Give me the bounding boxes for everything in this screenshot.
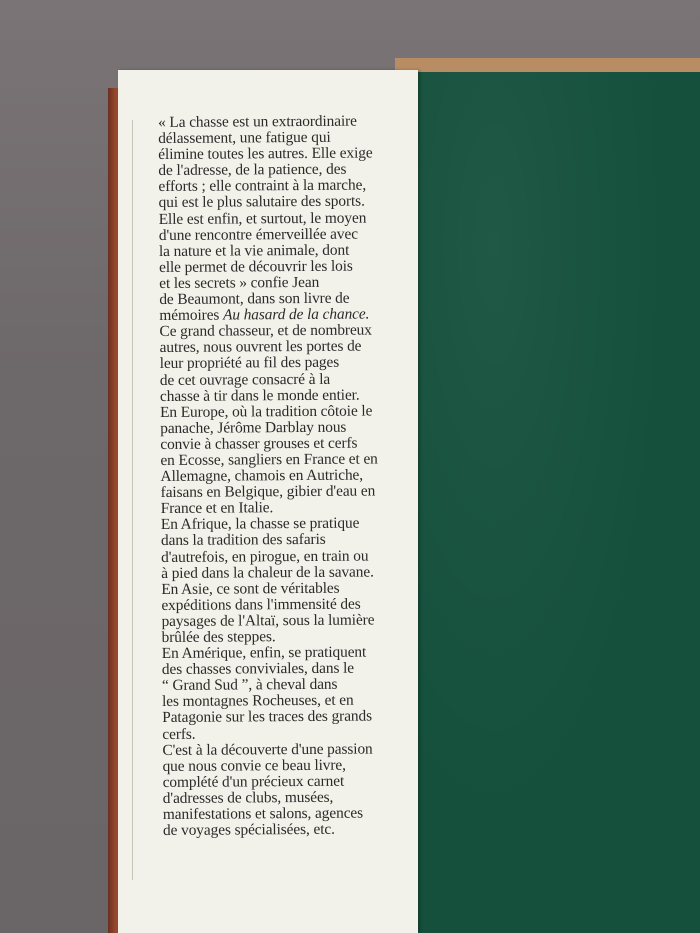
green-book-cover (405, 72, 700, 933)
blurb-line: panache, Jérôme Darblay nous (160, 418, 347, 437)
blurb-line: convie à chasser grouses et cerfs (160, 434, 358, 453)
flap-blurb (158, 113, 413, 839)
blurb-line: les montagnes Rocheuses, et en (162, 692, 354, 711)
blurb-line: élimine toutes les autres. Elle exige (158, 144, 373, 164)
blurb-line: « La chasse est un extraordinaire (157, 112, 357, 131)
blurb-line: dans la tradition des safaris (160, 531, 326, 550)
blurb-line: C'est à la découverte d'une passion (162, 740, 373, 759)
blurb-line: Patagonie sur les traces des grands (162, 707, 373, 727)
blurb-line: qui est le plus salutaire des sports. (158, 193, 365, 212)
blurb-line: En Afrique, la chasse se pratique (160, 514, 360, 534)
book-title-italic: Au hasard de la chance. (222, 305, 370, 324)
blurb-line: de cet ouvrage consacré à la (159, 370, 331, 389)
blurb-line: manifestations et salons, agences (162, 804, 364, 824)
blurb-line: délassement, une fatigue qui (158, 128, 331, 148)
blurb-line: brûlée des steppes. (161, 628, 276, 646)
blurb-line: d'adresses de clubs, musées, (162, 788, 334, 807)
flap-margin-rule (132, 120, 133, 880)
blurb-line: “ Grand Sud ”, à cheval dans (161, 676, 338, 695)
blurb-line: Ce grand chasseur, et de nombreux (159, 321, 372, 341)
blurb-line: efforts ; elle contraint à la marche, (158, 176, 367, 196)
blurb-line: à pied dans la chaleur de la savane. (161, 563, 374, 582)
blurb-line: expéditions dans l'immensité des (161, 595, 361, 614)
blurb-line: elle permet de découvrir les lois (159, 257, 353, 276)
blurb-line: que nous convie ce beau livre, (162, 756, 346, 775)
blurb-line: France et en Italie. (160, 499, 274, 518)
blurb-line: cerfs. (162, 725, 196, 743)
blurb-line: En Europe, où la tradition côtoie le (160, 402, 373, 421)
blurb-line: de Beaumont, dans son livre de (159, 289, 350, 309)
blurb-line: complété d'un précieux carnet (162, 772, 345, 791)
blurb-line: Elle est enfin, et surtout, le moyen (158, 209, 367, 228)
blurb-line: la nature et la vie animale, dont (158, 241, 350, 260)
blurb-line: en Ecosse, sangliers en France et en (160, 450, 378, 469)
blurb-line: de l'adresse, de la patience, des (158, 160, 347, 180)
blurb-line: d'une rencontre émerveillée avec (158, 225, 359, 244)
blurb-line: de voyages spécialisées, etc. (162, 820, 335, 840)
blurb-line: et les secrets » confie Jean (159, 273, 320, 292)
blurb-line: d'autrefois, en pirogue, en train ou (161, 547, 369, 566)
blurb-line: Allemagne, chamois en Autriche, (160, 466, 364, 486)
blurb-line: des chasses conviviales, dans le (161, 659, 355, 679)
blurb-line: chasse à tir dans le monde entier. (159, 386, 360, 405)
blurb-line: En Amérique, enfin, se pratiquent (161, 643, 367, 663)
blurb-line-start: mémoires (159, 306, 224, 325)
blurb-line: faisans en Belgique, gibier d'eau en (160, 482, 376, 502)
blurb-line: leur propriété au fil des pages (159, 354, 340, 373)
blurb-line: paysages de l'Altaï, sous la lumière (161, 611, 375, 630)
blurb-line: En Asie, ce sont de véritables (161, 579, 340, 598)
blurb-line: autres, nous ouvrent les portes de (159, 337, 362, 357)
